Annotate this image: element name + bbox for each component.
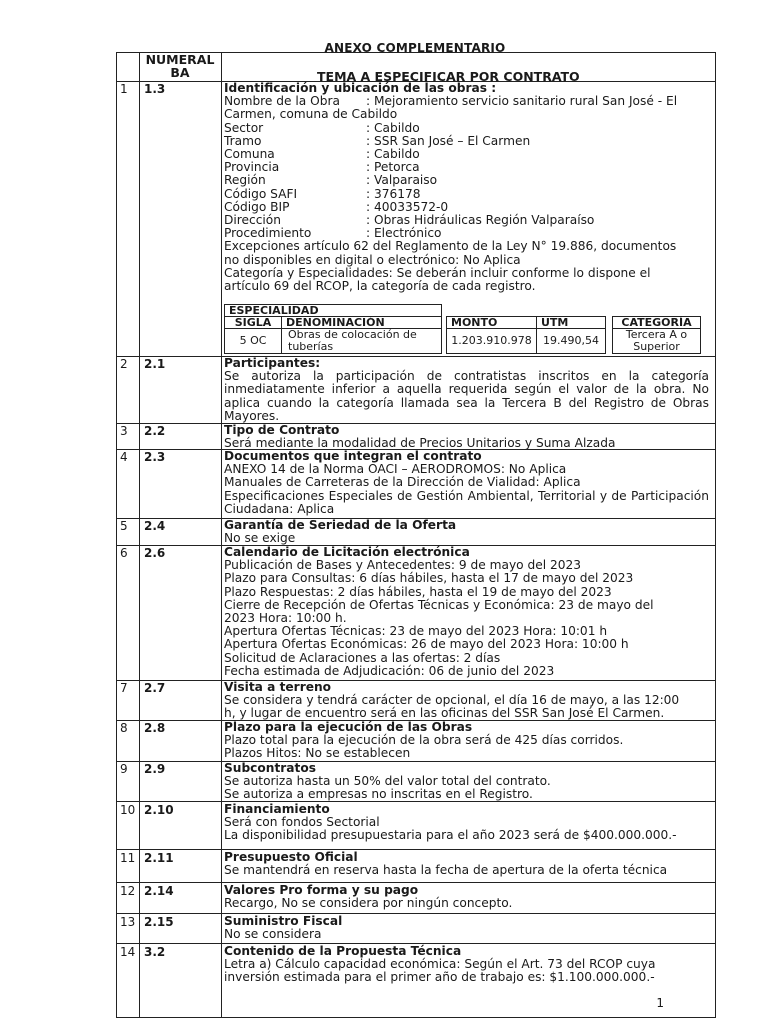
row-numeral: 1.3 — [144, 82, 166, 96]
row-content — [224, 803, 709, 843]
row-number: 9 — [120, 762, 128, 776]
col-header-monto: MONTO — [446, 316, 537, 329]
row-title: Contenido de la Propuesta Técnica — [224, 944, 462, 958]
cell-categoria: Tercera A o Superior — [612, 328, 701, 354]
row-title: Tipo de Contrato — [224, 423, 340, 437]
row-numeral: 2.3 — [144, 450, 166, 464]
row-number: 6 — [120, 546, 128, 560]
row-numeral: 2.4 — [144, 519, 166, 533]
row-text: Se autoriza la participación de contratistas inscritos en la categoría inmediatamente inferior a aquella requerida según el valor de la obra. No aplica cuando la categoría llamada sea la Tercera B del Registro de Obras Mayores. — [224, 369, 709, 423]
text-line: Excepciones artículo 62 del Reglamento de la Ley N° 19.886, documentos — [224, 239, 677, 254]
row-numeral: 2.14 — [144, 884, 174, 898]
row-number: 10 — [120, 803, 136, 817]
cell-monto: 1.203.910.978 — [446, 328, 537, 354]
row-content — [224, 884, 709, 910]
row-number: 3 — [120, 424, 128, 438]
document-title: ANEXO COMPLEMENTARIO — [324, 41, 506, 55]
text-line: Será con fondos Sectorial — [224, 815, 380, 830]
row-divider — [117, 801, 715, 802]
text-line: Publicación de Bases y Antecedentes: 9 de mayo del 2023 — [224, 558, 582, 573]
specialty-table — [224, 304, 703, 358]
row-content — [224, 721, 709, 761]
text-line: Se autoriza a empresas no inscritas en el Registro. — [224, 787, 533, 802]
text-line: La disponibilidad presupuestaria para el año 2023 será de $400.000.000.- — [224, 828, 677, 843]
row-content — [224, 82, 709, 293]
text-line: Se autoriza hasta un 50% del valor total del contrato. — [224, 774, 551, 789]
field-row: Tramo : SSR San José – El Carmen — [224, 133, 531, 148]
row-numeral: 2.7 — [144, 681, 166, 695]
row-divider — [117, 849, 715, 850]
row-title: Garantía de Seriedad de la Oferta — [224, 518, 457, 532]
row-number: 7 — [120, 681, 128, 695]
text-line: Plazo total para la ejecución de la obra será de 425 días corridos. — [224, 733, 624, 748]
text-line: Apertura Ofertas Económicas: 26 de mayo del 2023 Hora: 10:00 h — [224, 637, 629, 652]
row-title: Valores Pro forma y su pago — [224, 883, 419, 897]
text-line: Manuales de Carreteras de la Dirección de Vialidad: Aplica — [224, 475, 581, 490]
row-content — [224, 546, 709, 678]
row-number: 4 — [120, 450, 128, 464]
text-line: artículo 69 del RCOP, la categoría de cada registro. — [224, 279, 536, 294]
row-numeral: 2.6 — [144, 546, 166, 560]
text-line: Se considera y tendrá carácter de opcional, el día 16 de mayo, a las 12:00 — [224, 693, 680, 708]
annex-table — [116, 52, 716, 1018]
col-header-categoria: CATEGORÍA — [612, 316, 701, 329]
text-line: Apertura Ofertas Técnicas: 23 de mayo del 2023 Hora: 10:01 h — [224, 624, 608, 639]
row-number: 5 — [120, 519, 128, 533]
field-row: Código BIP : 40033572-0 — [224, 199, 449, 214]
text-line: no disponibles en digital o electrónico: No Aplica — [224, 252, 521, 267]
row-title: Financiamiento — [224, 802, 330, 816]
field-row: Provincia : Petorca — [224, 160, 420, 175]
col-header-utm: UTM — [536, 316, 606, 329]
text-line: ANEXO 14 de la Norma OACI – AERODROMOS: No Aplica — [224, 462, 567, 477]
cell-sigla: 5 OC — [224, 328, 282, 354]
row-content — [224, 762, 709, 802]
row-number: 2 — [120, 357, 128, 371]
row-content — [224, 450, 709, 516]
row-title: Subcontratos — [224, 761, 316, 775]
field-row: Carmen, comuna de Cabildo — [224, 107, 398, 122]
row-content — [224, 945, 709, 985]
text-line: Categoría y Especialidades: Se deberán incluir conforme lo dispone el — [224, 265, 651, 280]
row-numeral: 2.11 — [144, 851, 174, 865]
text-line: Recargo, No se considera por ningún concepto. — [224, 896, 513, 911]
text-line: 2023 Hora: 10:00 h. — [224, 611, 347, 626]
row-numeral: 2.1 — [144, 357, 166, 371]
specialty-group-header: ESPECIALIDAD — [224, 304, 442, 317]
text-line: Fecha estimada de Adjudicación: 06 de junio del 2023 — [224, 663, 555, 678]
text-line: inversión estimada para el primer año de trabajo es: $1.100.000.000.- — [224, 970, 655, 985]
text-line: Se mantendrá en reserva hasta la fecha de apertura de la oferta técnica — [224, 863, 668, 878]
row-content — [224, 681, 709, 721]
col-separator-1 — [139, 53, 140, 1017]
row-numeral: 2.9 — [144, 762, 166, 776]
text-line: Letra a) Cálculo capacidad económica: Según el Art. 73 del RCOP cuya — [224, 957, 656, 972]
row-content — [224, 851, 709, 877]
row-title: Participantes: — [224, 356, 321, 370]
row-title: Calendario de Licitación electrónica — [224, 545, 470, 559]
text-line: h, y lugar de encuentro será en las oficinas del SSR San José El Carmen. — [224, 706, 665, 721]
row-number: 13 — [120, 915, 136, 929]
row-title: Presupuesto Oficial — [224, 850, 358, 864]
field-row: Nombre de la Obra : Mejoramiento servicio sanitario rural San José - El — [224, 94, 678, 109]
row-number: 1 — [120, 82, 128, 96]
text-line: No se exige — [224, 531, 296, 546]
row-title: Documentos que integran el contrato — [224, 449, 482, 463]
row-numeral: 2.2 — [144, 424, 166, 438]
row-numeral: 2.15 — [144, 915, 174, 929]
row-number: 8 — [120, 721, 128, 735]
row-title: Plazo para la ejecución de las Obras — [224, 720, 473, 734]
cell-denominacion: Obras de colocación de tuberías — [281, 328, 442, 354]
row-content — [224, 915, 709, 941]
header-numeral: NUMERAL BA — [145, 52, 215, 80]
text-line: Será mediante la modalidad de Precios Unitarios y Suma Alzada — [224, 436, 616, 451]
row-text: Especificaciones Especiales de Gestión Ambiental, Territorial y de Participación Ciudadana: Aplica — [224, 488, 709, 516]
row-divider — [117, 913, 715, 914]
row-content — [224, 424, 709, 450]
field-row: Sector : Cabildo — [224, 120, 420, 135]
cell-utm: 19.490,54 — [536, 328, 606, 354]
field-row: Procedimiento : Electrónico — [224, 226, 442, 241]
row-numeral: 2.10 — [144, 803, 174, 817]
field-row: Comuna : Cabildo — [224, 147, 420, 162]
col-header-sigla: SIGLA — [224, 316, 282, 329]
field-row: Código SAFI : 376178 — [224, 186, 421, 201]
row-content — [224, 357, 709, 423]
text-line: Solicitud de Aclaraciones a las ofertas: 2 días — [224, 650, 501, 665]
header-tema: TEMA A ESPECIFICAR POR CONTRATO — [317, 69, 580, 84]
text-line: Plazos Hitos: No se establecen — [224, 746, 411, 761]
col-separator-2 — [221, 53, 222, 1017]
field-row: Región : Valparaiso — [224, 173, 438, 188]
row-title: Visita a terreno — [224, 680, 332, 694]
col-header-denominacion: DENOMINACIÓN — [281, 316, 442, 329]
row-numeral: 3.2 — [144, 945, 166, 959]
row-content — [224, 519, 709, 545]
row-number: 14 — [120, 945, 136, 959]
text-line: Plazo para Consultas: 6 días hábiles, hasta el 17 de mayo del 2023 — [224, 571, 634, 586]
row-number: 12 — [120, 884, 136, 898]
text-line: No se considera — [224, 927, 322, 942]
row-title: Suministro Fiscal — [224, 914, 343, 928]
field-row: Dirección : Obras Hidráulicas Región Valparaíso — [224, 213, 595, 228]
text-line: Cierre de Recepción de Ofertas Técnicas y Económica: 23 de mayo del — [224, 597, 654, 612]
text-line: Plazo Respuestas: 2 días hábiles, hasta el 19 de mayo del 2023 — [224, 584, 612, 599]
row-number: 11 — [120, 851, 136, 865]
row-numeral: 2.8 — [144, 721, 166, 735]
page-number: 1 — [656, 996, 664, 1010]
row-title: Identificación y ubicación de las obras : — [224, 81, 497, 95]
